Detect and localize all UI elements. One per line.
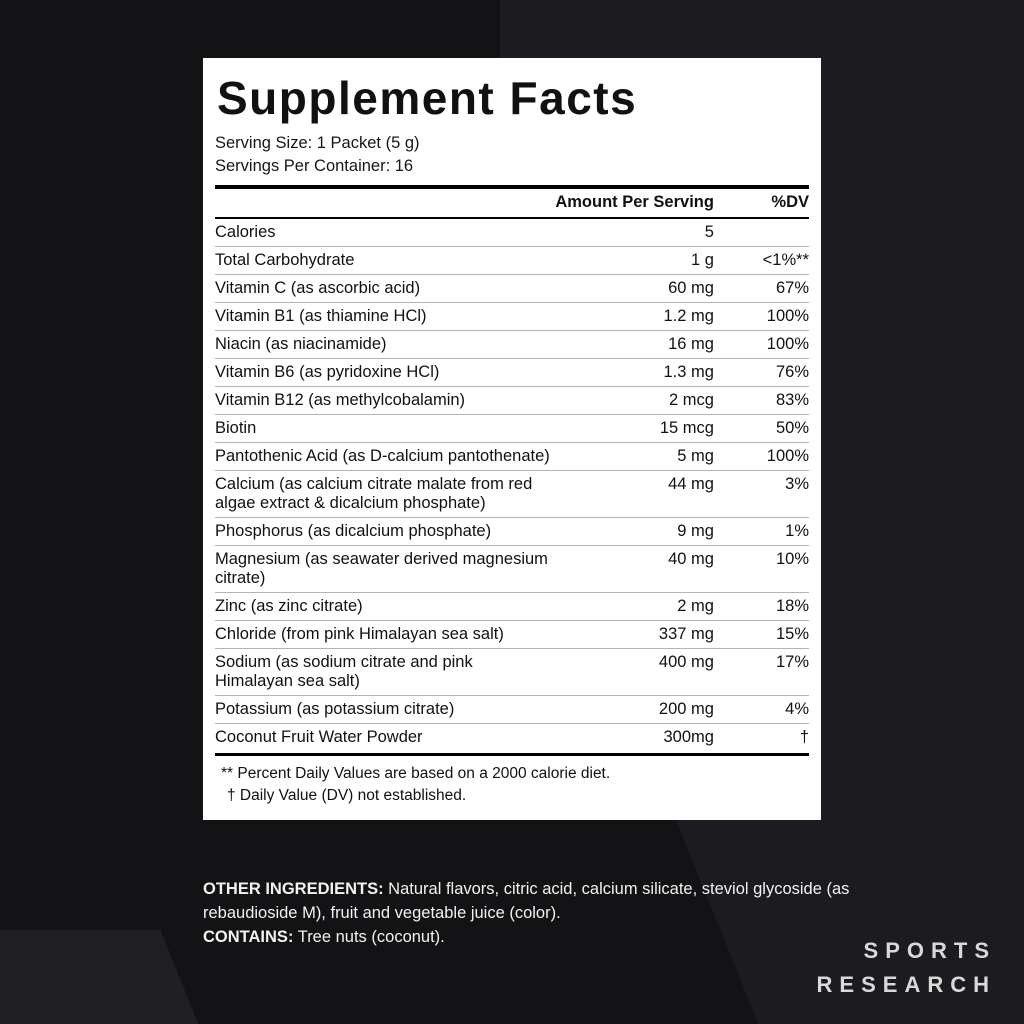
table-row — [215, 330, 809, 358]
row-amount: 44 mg — [554, 470, 714, 517]
row-nutrient-name: Vitamin B12 (as methylcobalamin) — [215, 386, 554, 414]
row-percent-dv: 4% — [714, 695, 809, 723]
row-amount: 16 mg — [554, 330, 714, 358]
table-row — [215, 386, 809, 414]
header-nutrient — [215, 189, 554, 218]
row-nutrient-name: Coconut Fruit Water Powder — [215, 727, 423, 746]
row-percent-dv: † — [799, 727, 809, 746]
row-amount: 337 mg — [554, 620, 714, 648]
other-ingredients-line — [203, 878, 853, 926]
row-nutrient-name: Vitamin B1 (as thiamine HCl) — [215, 302, 554, 330]
serving-size: Serving Size: 1 Packet (5 g) — [215, 134, 420, 153]
row-nutrient-name: Pantothenic Acid (as D-calcium pantothenate) — [215, 442, 554, 470]
row-nutrient-name: Potassium (as potassium citrate) — [215, 695, 554, 723]
row-percent-dv: 100% — [714, 330, 809, 358]
contains-text: Tree nuts (coconut). — [293, 927, 445, 946]
contains-line — [203, 926, 853, 950]
row-nutrient-name: Vitamin C (as ascorbic acid) — [215, 274, 554, 302]
row-nutrient-name: Calories — [215, 218, 554, 247]
row-percent-dv: 50% — [714, 414, 809, 442]
header-amount-per-serving: Amount Per Serving — [554, 189, 714, 218]
table-row — [215, 620, 809, 648]
row-nutrient-name: Chloride (from pink Himalayan sea salt) — [215, 620, 554, 648]
row-percent-dv: 15% — [714, 620, 809, 648]
row-amount: 200 mg — [554, 695, 714, 723]
servings-per-container: Servings Per Container: 16 — [215, 156, 414, 175]
supplement-facts-panel — [203, 58, 821, 820]
row-nutrient-name: Biotin — [215, 414, 554, 442]
row-amount: 5 — [554, 218, 714, 247]
row-percent-dv: 1% — [714, 517, 809, 545]
row-percent-dv: 17% — [714, 648, 809, 695]
row-amount: 1 g — [554, 246, 714, 274]
table-row — [215, 246, 809, 274]
row-percent-dv: 10% — [714, 545, 809, 592]
other-ingredients-label: OTHER INGREDIENTS: — [203, 880, 384, 898]
row-amount: 40 mg — [554, 545, 714, 592]
footnotes — [215, 753, 809, 808]
row-amount: 9 mg — [554, 517, 714, 545]
row-amount: 2 mg — [554, 592, 714, 620]
row-nutrient-name: Niacin (as niacinamide) — [215, 330, 554, 358]
table-header-row — [215, 189, 809, 218]
row-percent-dv: 83% — [714, 386, 809, 414]
other-ingredients-block — [203, 878, 853, 950]
row-nutrient-name: Sodium (as sodium citrate and pink Himalayan sea salt) — [215, 648, 554, 695]
footnote-daily-values: ** Percent Daily Values are based on a 2000 calorie diet. — [221, 764, 611, 782]
row-percent-dv: <1%** — [714, 246, 809, 274]
row-nutrient-name: Total Carbohydrate — [215, 246, 554, 274]
row-percent-dv — [714, 218, 809, 247]
nutrition-table — [215, 189, 809, 751]
row-percent-dv: 67% — [714, 274, 809, 302]
panel-title: Supplement Facts — [217, 72, 638, 124]
brand-line-1: SPORTS — [863, 937, 996, 963]
row-amount: 300mg — [663, 727, 714, 746]
nutrition-table-body — [215, 218, 809, 751]
table-row — [215, 302, 809, 330]
table-row — [215, 517, 809, 545]
other-ingredients-text: Natural flavors, citric acid, calcium silicate, steviol glycoside (as rebaudioside M), fruit and vegetable juice (color). — [203, 880, 850, 922]
brand-line-2: RESEARCH — [816, 971, 996, 997]
footnote-dv-not-established: † Daily Value (DV) not established. — [227, 787, 467, 805]
row-amount: 15 mcg — [554, 414, 714, 442]
row-percent-dv: 100% — [714, 442, 809, 470]
table-row — [215, 545, 809, 592]
row-amount: 1.3 mg — [554, 358, 714, 386]
brand-logo — [817, 934, 996, 1002]
contains-label: CONTAINS: — [203, 927, 294, 946]
table-row — [215, 470, 809, 517]
row-nutrient-name: Magnesium (as seawater derived magnesium citrate) — [215, 545, 554, 592]
table-row — [215, 592, 809, 620]
table-row — [215, 442, 809, 470]
table-row — [215, 648, 809, 695]
table-row — [215, 414, 809, 442]
row-amount: 1.2 mg — [554, 302, 714, 330]
row-nutrient-name: Vitamin B6 (as pyridoxine HCl) — [215, 358, 554, 386]
header-percent-dv: %DV — [714, 189, 809, 218]
row-amount: 60 mg — [554, 274, 714, 302]
table-row — [215, 695, 809, 723]
row-nutrient-name: Calcium (as calcium citrate malate from red algae extract & dicalcium phosphate) — [215, 470, 554, 517]
table-row — [215, 723, 809, 751]
table-row — [215, 358, 809, 386]
table-row — [215, 274, 809, 302]
row-percent-dv: 76% — [714, 358, 809, 386]
row-amount: 2 mcg — [554, 386, 714, 414]
row-percent-dv: 3% — [714, 470, 809, 517]
row-amount: 5 mg — [554, 442, 714, 470]
row-percent-dv: 100% — [714, 302, 809, 330]
row-nutrient-name: Phosphorus (as dicalcium phosphate) — [215, 517, 554, 545]
row-nutrient-name: Zinc (as zinc citrate) — [215, 592, 554, 620]
row-amount: 400 mg — [554, 648, 714, 695]
row-percent-dv: 18% — [714, 592, 809, 620]
table-row — [215, 218, 809, 247]
